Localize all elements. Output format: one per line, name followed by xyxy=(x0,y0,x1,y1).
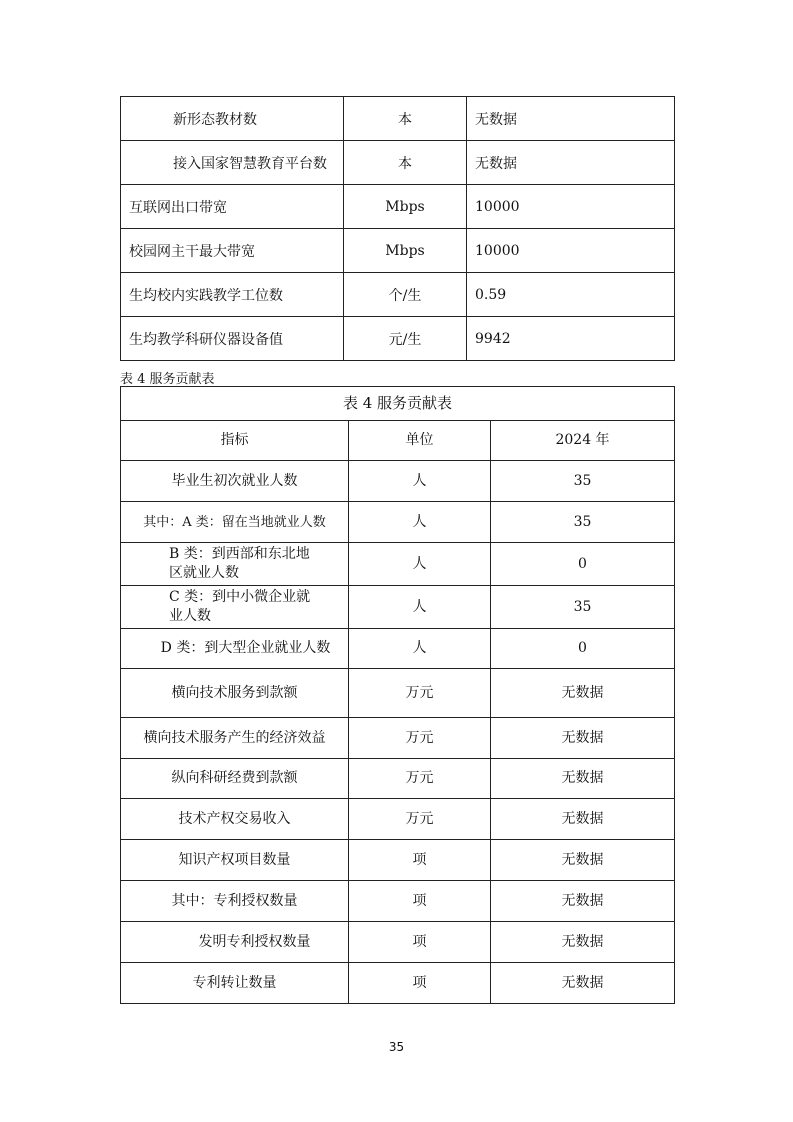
indicator-unit: 本 xyxy=(344,97,467,141)
indicator-unit: 元/生 xyxy=(344,317,467,361)
indicator-unit: 万元 xyxy=(349,759,491,799)
page-number: 35 xyxy=(388,1040,405,1054)
indicator-value: 35 xyxy=(491,502,675,543)
table-title-row xyxy=(121,387,675,421)
indicator-unit: 人 xyxy=(349,502,491,543)
indicator-name: 生均教学科研仪器设备值 xyxy=(121,317,344,361)
indicator-name: 互联网出口带宽 xyxy=(121,185,344,229)
table-row xyxy=(121,317,675,361)
indicator-value: 无数据 xyxy=(491,759,675,799)
indicator-value: 0 xyxy=(491,629,675,669)
indicator-value: 无数据 xyxy=(491,669,675,718)
indicator-name: D 类：到大型企业就业人数 xyxy=(121,629,349,669)
indicator-unit: 人 xyxy=(349,629,491,669)
indicator-name: 毕业生初次就业人数 xyxy=(121,461,349,502)
indicator-name: 其中：专利授权数量 xyxy=(121,881,349,922)
indicator-name: 其中：A 类：留在当地就业人数 xyxy=(121,502,349,543)
indicator-name: 知识产权项目数量 xyxy=(121,840,349,881)
indicator-value: 9942 xyxy=(467,317,675,361)
indicator-unit: 万元 xyxy=(349,669,491,718)
indicator-value: 无数据 xyxy=(491,922,675,963)
indicator-value: 无数据 xyxy=(491,799,675,840)
indicator-name: C 类：到中小微企业就业人数 xyxy=(121,586,349,629)
table-row xyxy=(121,799,675,840)
indicator-name: 技术产权交易收入 xyxy=(121,799,349,840)
column-header-year: 2024 年 xyxy=(491,421,675,461)
indicator-unit: 人 xyxy=(349,543,491,586)
indicator-value: 无数据 xyxy=(491,881,675,922)
indicator-unit: 项 xyxy=(349,881,491,922)
indicator-value: 无数据 xyxy=(467,141,675,185)
indicator-unit: 项 xyxy=(349,963,491,1004)
indicator-value: 10000 xyxy=(467,229,675,273)
indicator-value: 0 xyxy=(491,543,675,586)
table-row xyxy=(121,881,675,922)
indicator-unit: 人 xyxy=(349,586,491,629)
table-row xyxy=(121,629,675,669)
indicator-unit: Mbps xyxy=(344,185,467,229)
table-row xyxy=(121,502,675,543)
indicator-unit: 本 xyxy=(344,141,467,185)
table-row xyxy=(121,922,675,963)
table-row xyxy=(121,963,675,1004)
indicator-name: 横向技术服务到款额 xyxy=(121,669,349,718)
table-title: 表 4 服务贡献表 xyxy=(121,387,675,421)
table-header-row xyxy=(121,421,675,461)
indicator-unit: 个/生 xyxy=(344,273,467,317)
indicator-unit: Mbps xyxy=(344,229,467,273)
indicator-value: 无数据 xyxy=(491,840,675,881)
indicator-value: 35 xyxy=(491,461,675,502)
column-header-unit: 单位 xyxy=(349,421,491,461)
indicator-name: 专利转让数量 xyxy=(121,963,349,1004)
indicator-name: B 类：到西部和东北地区就业人数 xyxy=(121,543,349,586)
indicator-name: 纵向科研经费到款额 xyxy=(121,759,349,799)
indicator-name: 横向技术服务产生的经济效益 xyxy=(121,718,349,759)
column-header-indicator: 指标 xyxy=(121,421,349,461)
indicator-value: 无数据 xyxy=(467,97,675,141)
indicator-name: 校园网主干最大带宽 xyxy=(121,229,344,273)
indicator-value: 无数据 xyxy=(491,963,675,1004)
indicator-value: 10000 xyxy=(467,185,675,229)
indicator-value: 35 xyxy=(491,586,675,629)
table-row xyxy=(121,718,675,759)
indicator-value: 0.59 xyxy=(467,273,675,317)
indicator-table-continued xyxy=(120,96,675,361)
table-row xyxy=(121,840,675,881)
table-row xyxy=(121,273,675,317)
table-row xyxy=(121,141,675,185)
indicator-unit: 项 xyxy=(349,840,491,881)
indicator-unit: 项 xyxy=(349,922,491,963)
indicator-name: 发明专利授权数量 xyxy=(121,922,349,963)
indicator-name: 新形态教材数 xyxy=(121,97,344,141)
indicator-name: 接入国家智慧教育平台数 xyxy=(121,141,344,185)
table-row xyxy=(121,669,675,718)
table-row xyxy=(121,97,675,141)
indicator-unit: 万元 xyxy=(349,718,491,759)
table-row xyxy=(121,543,675,586)
indicator-unit: 万元 xyxy=(349,799,491,840)
service-contribution-table xyxy=(120,386,675,1004)
table-row xyxy=(121,586,675,629)
indicator-value: 无数据 xyxy=(491,718,675,759)
table-row xyxy=(121,185,675,229)
table-caption: 表 4 服务贡献表 xyxy=(120,372,215,387)
table-row xyxy=(121,759,675,799)
indicator-unit: 人 xyxy=(349,461,491,502)
table-row xyxy=(121,461,675,502)
table-row xyxy=(121,229,675,273)
indicator-name: 生均校内实践教学工位数 xyxy=(121,273,344,317)
